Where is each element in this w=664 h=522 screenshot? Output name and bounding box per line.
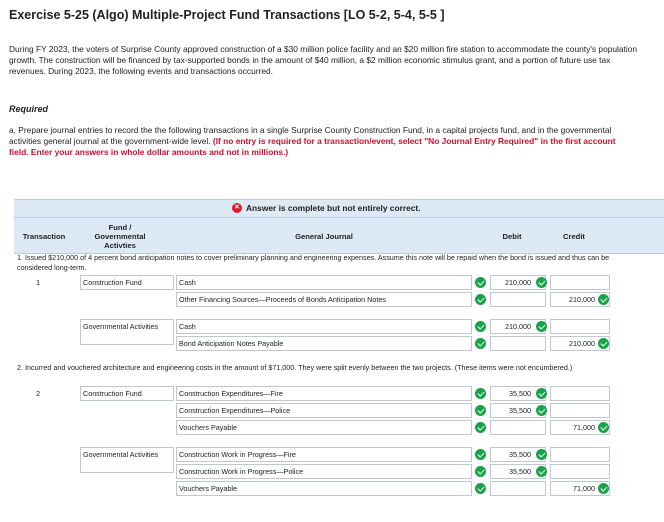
x-circle-icon: ✕ (232, 203, 242, 213)
account-select[interactable]: Vouchers Payable (176, 420, 472, 435)
debit-input[interactable] (490, 481, 546, 496)
account-select[interactable]: Construction Expenditures—Police (176, 403, 472, 418)
account-select[interactable]: Construction Work in Progress—Police (176, 464, 472, 479)
required-heading: Required (9, 104, 49, 114)
intro-paragraph: During FY 2023, the voters of Surprise County approved construction of a $30 million police facility and an $20 million fire station to accommodate the county's population growth. The construction will be financed by tax-supported bonds in the amount of $40 million, a $2 million economic stimulus grant, and a portion of future use tax revenues. During 2023, the following events and transactions occurred. (9, 44, 638, 76)
debit-input[interactable] (490, 336, 546, 351)
fund-select[interactable]: Governmental Activities (80, 447, 174, 473)
transaction-number: 2 (36, 389, 41, 398)
check-icon (598, 294, 609, 305)
debit-input[interactable]: 210,000 (490, 275, 546, 290)
fund-select[interactable]: Governmental Activities (80, 319, 174, 345)
transaction-number: 1 (36, 278, 41, 287)
check-icon (536, 449, 547, 460)
check-icon (536, 466, 547, 477)
account-select[interactable]: Construction Work in Progress—Fire (176, 447, 472, 462)
fund-select[interactable]: Construction Fund (80, 386, 174, 401)
account-select[interactable]: Cash (176, 275, 472, 290)
credit-input[interactable] (550, 319, 610, 334)
credit-input[interactable] (550, 403, 610, 418)
credit-input[interactable] (550, 464, 610, 479)
check-icon (598, 422, 609, 433)
debit-input[interactable]: 35,500 (490, 447, 546, 462)
check-icon (475, 449, 486, 460)
debit-input[interactable] (490, 292, 546, 307)
transaction-description: 2. Incurred and vouchered architecture and engineering costs in the amount of $71,000. They were split evenly between the two projects. (These items were not encumbered.) (17, 363, 573, 372)
account-select[interactable]: Bond Anticipation Notes Payable (176, 336, 472, 351)
header-fund: Fund / Governmental Activties (94, 223, 146, 250)
account-select[interactable]: Construction Expenditures—Fire (176, 386, 472, 401)
check-icon (475, 338, 486, 349)
check-icon (536, 321, 547, 332)
part-a-instructions (9, 125, 629, 158)
transaction-description: 1. Issued $210,000 of 4 percent bond anticipation notes to cover preliminary planning and engineering expenses. Assume this note will be repaid when the bond is issued and thus can be considered long-term. (17, 253, 610, 272)
header-general-journal: General Journal (295, 232, 353, 241)
credit-input[interactable]: 71,000 (550, 420, 610, 435)
exercise-title: Exercise 5-25 (Algo) Multiple-Project Fund Transactions [LO 5-2, 5-4, 5-5 ] (9, 8, 445, 22)
check-icon (475, 388, 486, 399)
check-icon (598, 483, 609, 494)
check-icon (475, 466, 486, 477)
answer-status-text: Answer is complete but not entirely correct. (246, 203, 421, 213)
debit-input[interactable]: 35,500 (490, 386, 546, 401)
debit-input[interactable]: 210,000 (490, 319, 546, 334)
account-select[interactable]: Cash (176, 319, 472, 334)
part-a-red-note: (If no entry is required for a transaction/event, select "No Journal Entry Required" in the first account field. Enter your answers in whole dollar amounts and not in millions.) (9, 136, 616, 157)
check-icon (536, 277, 547, 288)
check-icon (475, 294, 486, 305)
check-icon (475, 405, 486, 416)
credit-input[interactable]: 71,000 (550, 481, 610, 496)
answer-status (232, 203, 421, 213)
credit-input[interactable] (550, 386, 610, 401)
header-transaction: Transaction (22, 232, 66, 241)
check-icon (475, 277, 486, 288)
debit-input[interactable]: 35,500 (490, 403, 546, 418)
check-icon (475, 422, 486, 433)
credit-input[interactable]: 210,000 (550, 336, 610, 351)
account-select[interactable]: Other Financing Sources—Proceeds of Bonds Anticipation Notes (176, 292, 472, 307)
check-icon (475, 321, 486, 332)
table-header (14, 218, 664, 254)
fund-select[interactable]: Construction Fund (80, 275, 174, 290)
credit-input[interactable]: 210,000 (550, 292, 610, 307)
credit-input[interactable] (550, 275, 610, 290)
part-a-text: a. Prepare journal entries to record the the following transactions in a single Surprise County Construction Fund, in a capital projects fund, and in the governmental activities general journal at the government-wide level. (9, 125, 612, 146)
check-icon (598, 338, 609, 349)
account-select[interactable]: Vouchers Payable (176, 481, 472, 496)
check-icon (475, 483, 486, 494)
header-debit: Debit (502, 232, 522, 241)
header-credit: Credit (563, 232, 585, 241)
check-icon (536, 405, 547, 416)
credit-input[interactable] (550, 447, 610, 462)
debit-input[interactable]: 35,500 (490, 464, 546, 479)
debit-input[interactable] (490, 420, 546, 435)
check-icon (536, 388, 547, 399)
